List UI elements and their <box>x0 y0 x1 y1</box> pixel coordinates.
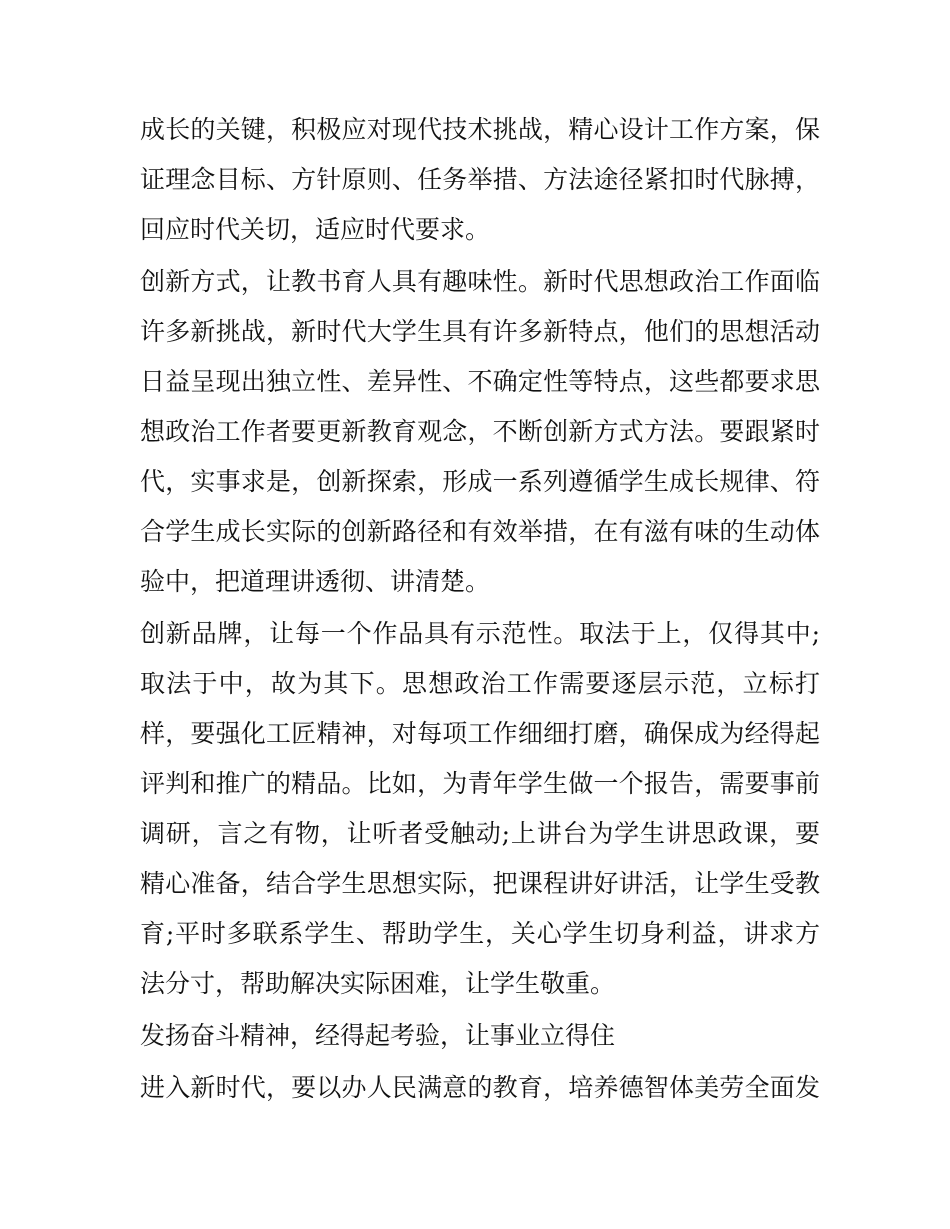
text-line: 取法于中，故为其下。思想政治工作需要逐层示范，立标打 <box>140 669 820 698</box>
text-line: 代，实事求是，创新探索，形成一系列遵循学生成长规律、符 <box>140 467 820 496</box>
text-line: 精心准备，结合学生思想实际，把课程讲好讲活，让学生受教 <box>140 869 820 898</box>
text-line: 创新品牌，让每一个作品具有示范性。取法于上，仅得其中; <box>140 619 820 648</box>
text-line: 样，要强化工匠精神，对每项工作细细打磨，确保成为经得起 <box>140 719 820 748</box>
text-line: 想政治工作者要更新教育观念，不断创新方式方法。要跟紧时 <box>140 417 820 446</box>
text-line: 评判和推广的精品。比如，为青年学生做一个报告，需要事前 <box>140 769 820 798</box>
text-line: 证理念目标、方针原则、任务举措、方法途径紧扣时代脉搏， <box>140 165 820 194</box>
text-line: 验中，把道理讲透彻、讲清楚。 <box>140 567 491 596</box>
text-line: 合学生成长实际的创新路径和有效举措，在有滋有味的生动体 <box>140 517 820 546</box>
text-line: 创新方式，让教书育人具有趣味性。新时代思想政治工作面临 <box>140 267 820 296</box>
text-line: 法分寸，帮助解决实际困难，让学生敬重。 <box>140 969 616 998</box>
text-line: 成长的关键，积极应对现代技术挑战，精心设计工作方案，保 <box>140 115 820 144</box>
text-line: 日益呈现出独立性、差异性、不确定性等特点，这些都要求思 <box>140 367 820 396</box>
text-line: 回应时代关切，适应时代要求。 <box>140 215 491 244</box>
section-heading: 发扬奋斗精神，经得起考验，让事业立得住 <box>140 1021 616 1050</box>
text-line: 进入新时代，要以办人民满意的教育，培养德智体美劳全面发 <box>140 1073 820 1102</box>
text-line: 育;平时多联系学生、帮助学生，关心学生切身利益，讲求方 <box>140 919 820 948</box>
text-line: 调研，言之有物，让听者受触动;上讲台为学生讲思政课，要 <box>140 819 820 848</box>
text-line: 许多新挑战，新时代大学生具有许多新特点，他们的思想活动 <box>140 317 820 346</box>
